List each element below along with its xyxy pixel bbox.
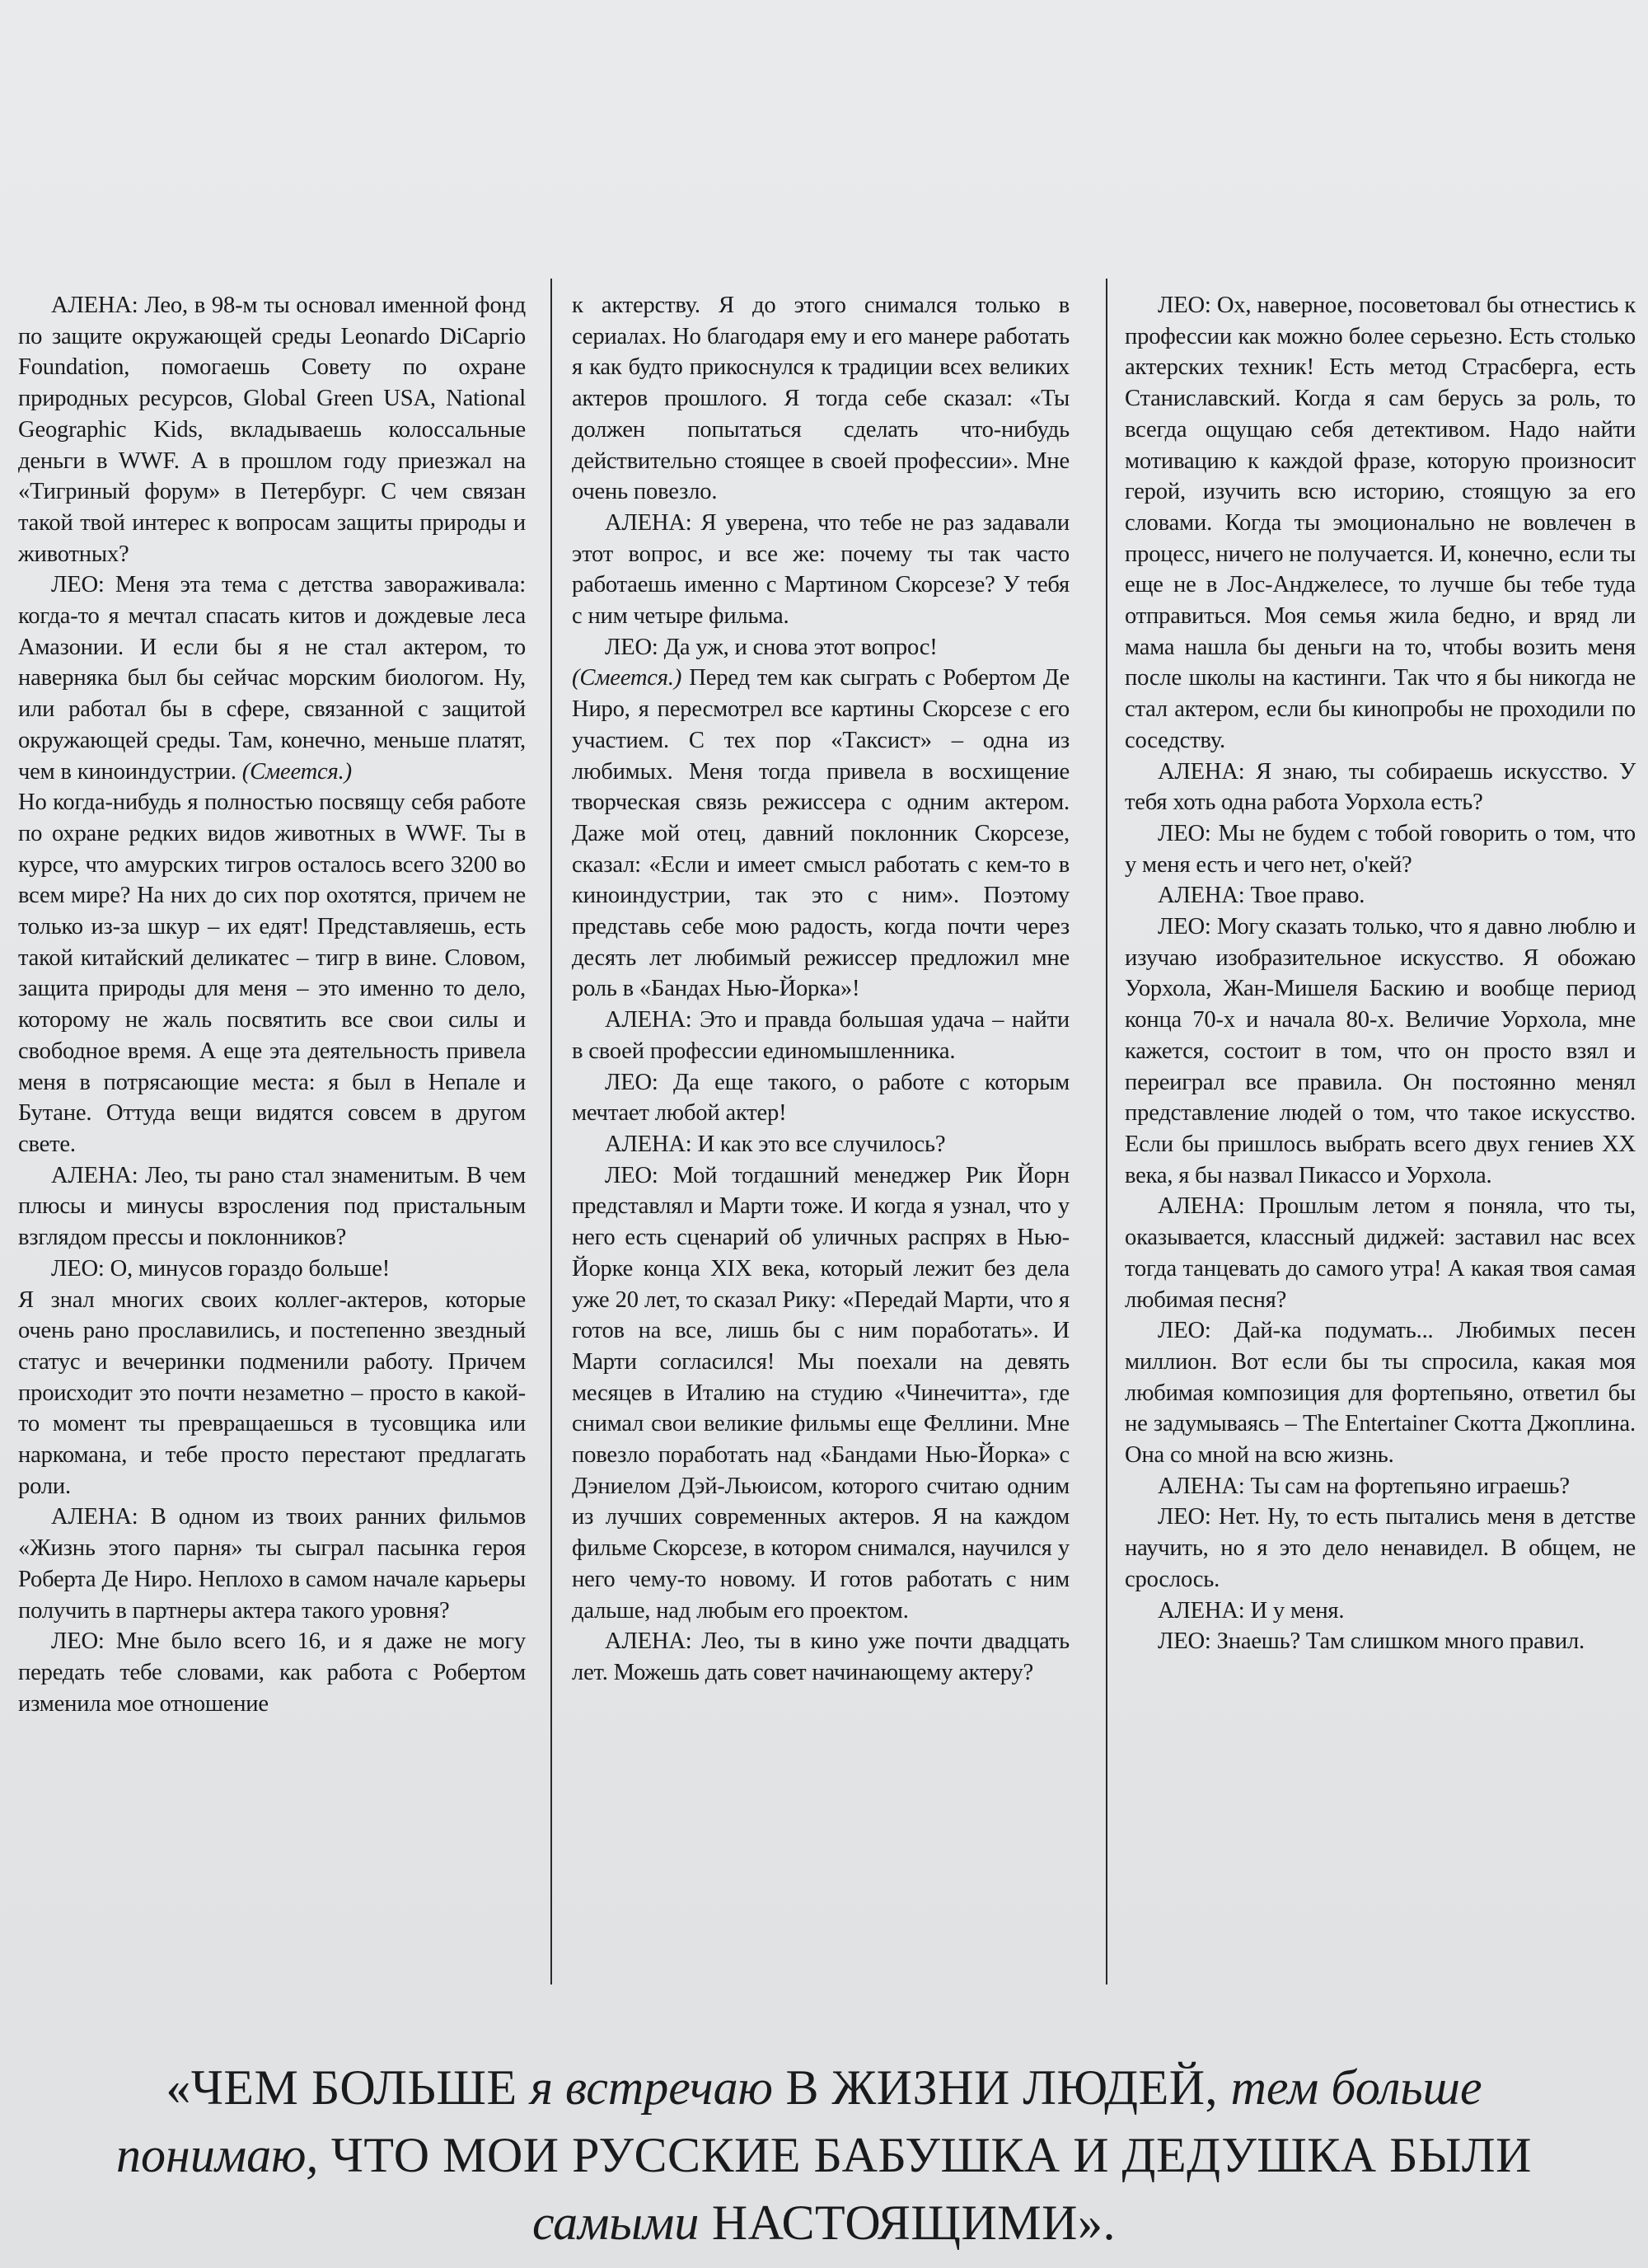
paragraph-text: ЛЕО: Нет. Ну, то есть пытались меня в детстве научить, но я это дело ненавидел. В общем, не срослось. <box>1125 1504 1636 1592</box>
pull-quote-line-2 <box>66 2121 1582 2189</box>
paragraph-text: АЛЕНА: Прошлым летом я поняла, что ты, оказывается, классный диджей: заставил нас всех тогда танцевать до самого утра! А какая твоя самая любимая песня? <box>1125 1193 1636 1313</box>
interview-paragraph <box>1125 757 1636 818</box>
paragraph-text: АЛЕНА: Твое право. <box>1158 883 1365 909</box>
text-column-1 <box>18 290 526 1719</box>
paragraph-text: ЛЕО: Ох, наверное, посоветовал бы отнестись к профессии как можно более серьезно. Есть столько актерских техник! Есть метод Страсберга, есть Станиславский. Когда я сам берусь за роль, то всегда ощущаю себя детективом. Надо найти мотивацию к каждой фразе, которую произносит герой, изучить всю историю, стоящую за его словами. Когда ты эмоционально не вовлечен в процесс, ничего не получается. И, конечно, если ты еще не в Лос-Анджелесе, то лучше бы тебе туда отправиться. Моя семья жила бедно, и вряд ли мама нашла бы деньги на то, чтобы возить меня после школы на кастинги. Так что я бы никогда не стал актером, если бы кинопробы не проходили по соседству. <box>1125 293 1636 753</box>
paragraph-text: ЛЕО: Знаешь? Там слишком много правил. <box>1158 1628 1585 1655</box>
interview-paragraph <box>18 290 526 569</box>
paragraph-text: АЛЕНА: Я уверена, что тебе не раз задавали этот вопрос, и все же: почему ты так часто работаешь именно с Мартином Скорсезе? У тебя с ним четыре фильма. <box>572 509 1070 630</box>
text-column-3 <box>1125 290 1636 1657</box>
pull-quote-italic: понимаю, <box>116 2128 319 2182</box>
interview-paragraph <box>572 1129 1070 1160</box>
paragraph-text: ЛЕО: Мой тогдашний менеджер Рик Йорн представлял и Марти тоже. И когда я узнал, что у него есть сценарий об уличных распрях в Нью-Йорке конца XIX века, который лежит без дела уже 20 лет, то сказал Рику: «Передай Марти, что я готов на все, лишь бы с ним поработать». И Марти согласился! Мы поехали на девять месяцев в Италию на студию «Чинечитта», где снимал свои великие фильмы еще Феллини. Мне повезло поработать над «Бандами Нью-Йорка» с Дэниелом Дэй-Льюисом, которого считаю одним из лучших современных актеров. Я на каждом фильме Скорсезе, в котором снимался, научился у него чему-то новому. И готов работать с ним дальше, над любым его проектом. <box>572 1162 1070 1624</box>
interview-paragraph <box>18 1160 526 1253</box>
paragraph-text: Но когда-нибудь я полностью посвящу себя работе по охране редких видов животных в WWF. Ты в курсе, что амурских тигров осталось всего 3200 во всем мире? На них до сих пор охотятся, причем не только из-за шкур – их едят! Представляешь, есть такой китайский деликатес – тигр в вине. Словом, защита природы для меня – это именно то дело, которому не жаль посвятить все свои силы и свободное время. А еще эта деятельность привела меня в потрясающие места: я был в Непале и Бутане. Оттуда вещи видятся совсем в другом свете. <box>18 790 526 1157</box>
pull-quote-line-1 <box>66 2054 1582 2121</box>
interview-paragraph <box>572 663 1070 1005</box>
interview-paragraph <box>1125 1626 1636 1657</box>
interview-paragraph <box>572 632 1070 663</box>
paragraph-text: ЛЕО: Мне было всего 16, и я даже не могу передать тебе словами, как работа с Робертом изменила мое отношение <box>18 1628 526 1717</box>
paragraph-text: ЛЕО: Могу сказать только, что я давно люблю и изучаю изобразительное искусство. Я обожаю Уорхола, Жан-Мишеля Баскию и вообще период конца 70-х и начала 80-х. Величие Уорхола, мне кажется, состоит в том, что он просто взял и переиграл все правила. Он постоянно менял представление людей о том, что такое искусство. Если бы пришлось выбрать всего двух гениев XX века, я бы назвал Пикассо и Уорхола. <box>1125 914 1636 1188</box>
interview-paragraph <box>1125 290 1636 757</box>
pull-quote-italic: самыми <box>532 2195 700 2250</box>
column-divider <box>550 279 552 1984</box>
paragraph-text: АЛЕНА: В одном из твоих ранних фильмов «Жизнь этого парня» ты сыграл пасынка героя Роберта Де Ниро. Неплохо в самом начале карьеры получить в партнеры актера такого уровня? <box>18 1504 526 1624</box>
paragraph-text: ЛЕО: Меня эта тема с детства завораживала: когда-то я мечтал спасать китов и дождевые леса Амазонии. И если бы я не стал актером, то наверняка был бы сейчас морским биологом. Ну, или работал бы в сфере, связанной с защитой окружающей среды. Там, конечно, меньше платят, чем в киноиндустрии. <box>18 572 526 785</box>
interview-paragraph <box>1125 911 1636 1191</box>
paragraph-text: АЛЕНА: И у меня. <box>1158 1597 1345 1624</box>
pull-quote-italic: я встречаю <box>530 2060 773 2115</box>
interview-paragraph <box>1125 1191 1636 1315</box>
interview-paragraph <box>1125 1596 1636 1627</box>
interview-paragraph <box>572 1005 1070 1066</box>
interview-paragraph <box>18 787 526 1160</box>
interview-paragraph <box>1125 880 1636 911</box>
interview-paragraph <box>572 1067 1070 1129</box>
column-divider <box>1106 279 1107 1984</box>
interview-paragraph <box>572 1160 1070 1627</box>
paragraph-text: к актерству. Я до этого снимался только в сериалах. Но благодаря ему и его манере работать я как будто прикоснулся к традиции всех великих актеров прошлого. Я тогда себе сказал: «Ты должен попытаться сделать что-нибудь действительно стоящее в своей профессии». Мне очень повезло. <box>572 293 1070 505</box>
pull-quote-text: НАСТОЯЩИМИ». <box>699 2195 1116 2250</box>
paragraph-text: АЛЕНА: Это и правда большая удача – найти в своей профессии единомышленника. <box>572 1007 1070 1064</box>
paragraph-text: ЛЕО: О, минусов гораздо больше! <box>51 1255 391 1282</box>
interview-paragraph <box>1125 1471 1636 1502</box>
paragraph-text: Перед тем как сыграть с Робертом Де Ниро, я пересмотрел все картины Скорсезе с его участием. С тех пор «Таксист» – одна из любимых. Меня тогда привела в восхищение творческая связь режиссера с одним актером. Даже мой отец, давний поклонник Скорсезе, сказал: «Если и имеет смысл работать с кем-то в киноиндустрии, так это с ним». Поэтому представь себе мою радость, когда почти через десять лет любимый режиссер предложил мне роль в «Бандах Нью-Йорка»! <box>572 665 1070 1002</box>
interview-paragraph <box>572 290 1070 508</box>
stage-direction: (Смеется.) <box>572 665 682 691</box>
stage-direction: (Смеется.) <box>241 758 352 785</box>
pull-quote <box>66 2054 1582 2256</box>
interview-paragraph <box>18 1502 526 1626</box>
paragraph-text: Я знал многих своих коллег-актеров, которые очень рано прославились, и постепенно звездный статус и вечеринки подменили работу. Причем происходит это почти незаметно – просто в какой-то момент ты превращаешься в тусовщика или наркомана, и тебе просто перестают предлагать роли. <box>18 1286 526 1499</box>
interview-paragraph <box>1125 1502 1636 1595</box>
paragraph-text: ЛЕО: Да уж, и снова этот вопрос! <box>605 634 938 660</box>
interview-paragraph <box>1125 818 1636 880</box>
interview-paragraph <box>18 569 526 787</box>
pull-quote-italic: тем больше <box>1230 2060 1482 2115</box>
interview-paragraph <box>572 508 1070 632</box>
paragraph-text: АЛЕНА: Я знаю, ты собираешь искусство. У тебя хоть одна работа Уорхола есть? <box>1125 758 1636 816</box>
paragraph-text: ЛЕО: Да еще такого, о работе с которым мечтает любой актер! <box>572 1069 1070 1127</box>
paragraph-text: ЛЕО: Дай-ка подумать... Любимых песен миллион. Вот если бы ты спросила, какая моя любимая композиция для фортепьяно, ответил бы не задумываясь – The Entertainer Скотта Джоплина. Она со мной на всю жизнь. <box>1125 1318 1636 1469</box>
paragraph-text: АЛЕНА: Лео, ты в кино уже почти двадцать лет. Можешь дать совет начинающему актеру? <box>572 1628 1070 1685</box>
pull-quote-text: В ЖИЗНИ ЛЮДЕЙ, <box>772 2060 1231 2115</box>
interview-paragraph <box>18 1253 526 1285</box>
text-column-2 <box>572 290 1070 1689</box>
pull-quote-text: ЧТО МОИ РУССКИЕ БАБУШКА И ДЕДУШКА БЫЛИ <box>318 2128 1532 2182</box>
interview-paragraph <box>18 1626 526 1719</box>
pull-quote-line-3 <box>66 2189 1582 2256</box>
pull-quote-text: «ЧЕМ БОЛЬШЕ <box>166 2060 531 2115</box>
paragraph-text: АЛЕНА: И как это все случилось? <box>605 1131 946 1157</box>
interview-paragraph <box>572 1626 1070 1688</box>
interview-paragraph <box>1125 1315 1636 1471</box>
paragraph-text: АЛЕНА: Лео, ты рано стал знаменитым. В чем плюсы и минусы взросления под пристальным взглядом прессы и поклонников? <box>18 1162 526 1251</box>
paragraph-text: АЛЕНА: Ты сам на фортепьяно играешь? <box>1158 1473 1570 1499</box>
interview-paragraph <box>18 1285 526 1502</box>
paragraph-text: ЛЕО: Мы не будем с тобой говорить о том, что у меня есть и чего нет, о'кей? <box>1125 820 1636 878</box>
paragraph-text: АЛЕНА: Лео, в 98-м ты основал именной фонд по защите окружающей среды Leonardo DiCaprio Foundation, помогаешь Совету по охране природных ресурсов, Global Green USA, National Geographic Kids, вкладываешь колоссальные деньги в WWF. А в прошлом году приезжал на «Тигриный форум» в Петербург. С чем связан такой твой интерес к вопросам защиты природы и животных? <box>18 293 526 567</box>
